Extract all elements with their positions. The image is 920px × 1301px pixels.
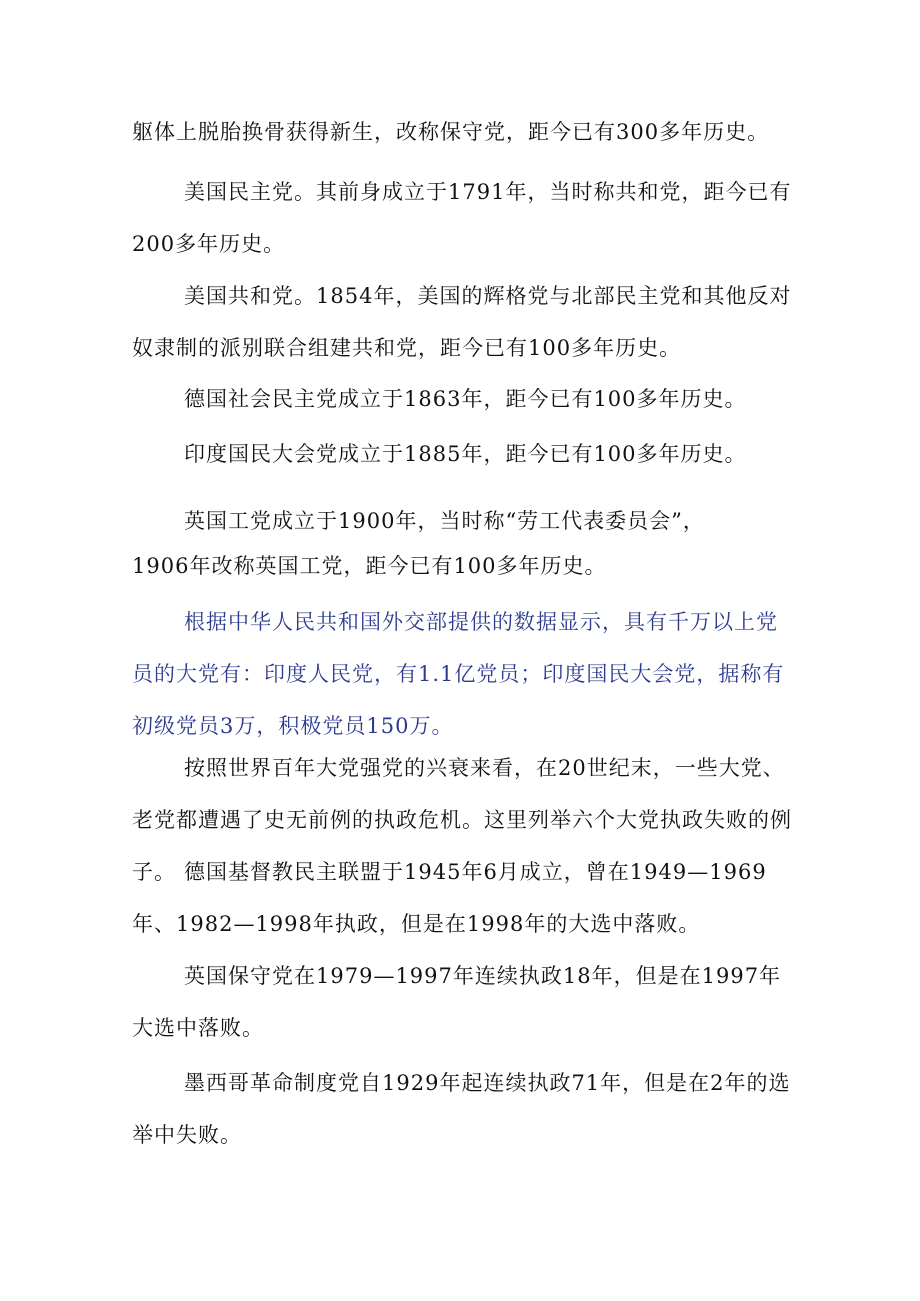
paragraph-german-social-democratic-party: 德国社会民主党成立于1863年，距今已有100多年历史。 [184, 387, 747, 411]
paragraph-cdu-germany: 德国基督教民主联盟于1945年6月成立，曾在1949—1969年、1982—1998年执政，但是在1998年的大选中落败。 [132, 860, 767, 936]
paragraph-indian-national-congress: 印度国民大会党成立于1885年，距今已有100多年历史。 [184, 442, 747, 466]
paragraph-us-republican-party: 美国共和党。1854年，美国的辉格党与北部民主党和其他反对奴隶制的派别联合组建共和党，距今已有100多年历史。 [132, 284, 792, 360]
paragraph-large-parties-data: 根据中华人民共和国外交部提供的数据显示，具有千万以上党员的大党有：印度人民党，有1.1亿党员；印度国民大会党，据称有初级党员3万，积极党员150万。 [132, 610, 785, 738]
paragraph-uk-labour-party: 英国工党成立于1900年，当时称“劳工代表委员会”， [184, 509, 705, 533]
paragraph-conservative-party-continued: 躯体上脱胎换骨获得新生，改称保守党，距今已有300多年历史。 [132, 120, 770, 144]
paragraph-uk-conservative-defeat: 英国保守党在1979—1997年连续执政18年，但是在1997年大选中落败。 [132, 964, 782, 1040]
paragraph-mexico-pri: 墨西哥革命制度党自1929年起连续执政71年，但是在2年的选举中失败。 [132, 1071, 791, 1147]
paragraph-century-parties-crisis: 按照世界百年大党强党的兴衰来看，在20世纪末，一些大党、老党都遭遇了史无前例的执政危机。这里列举六个大党执政失败的例子。 [132, 756, 792, 884]
paragraph-us-democratic-party: 美国民主党。其前身成立于1791年，当时称共和党，距今已有200多年历史。 [132, 180, 792, 256]
paragraph-uk-labour-party-continued: 1906年改称英国工党，距今已有100多年历史。 [132, 554, 607, 578]
